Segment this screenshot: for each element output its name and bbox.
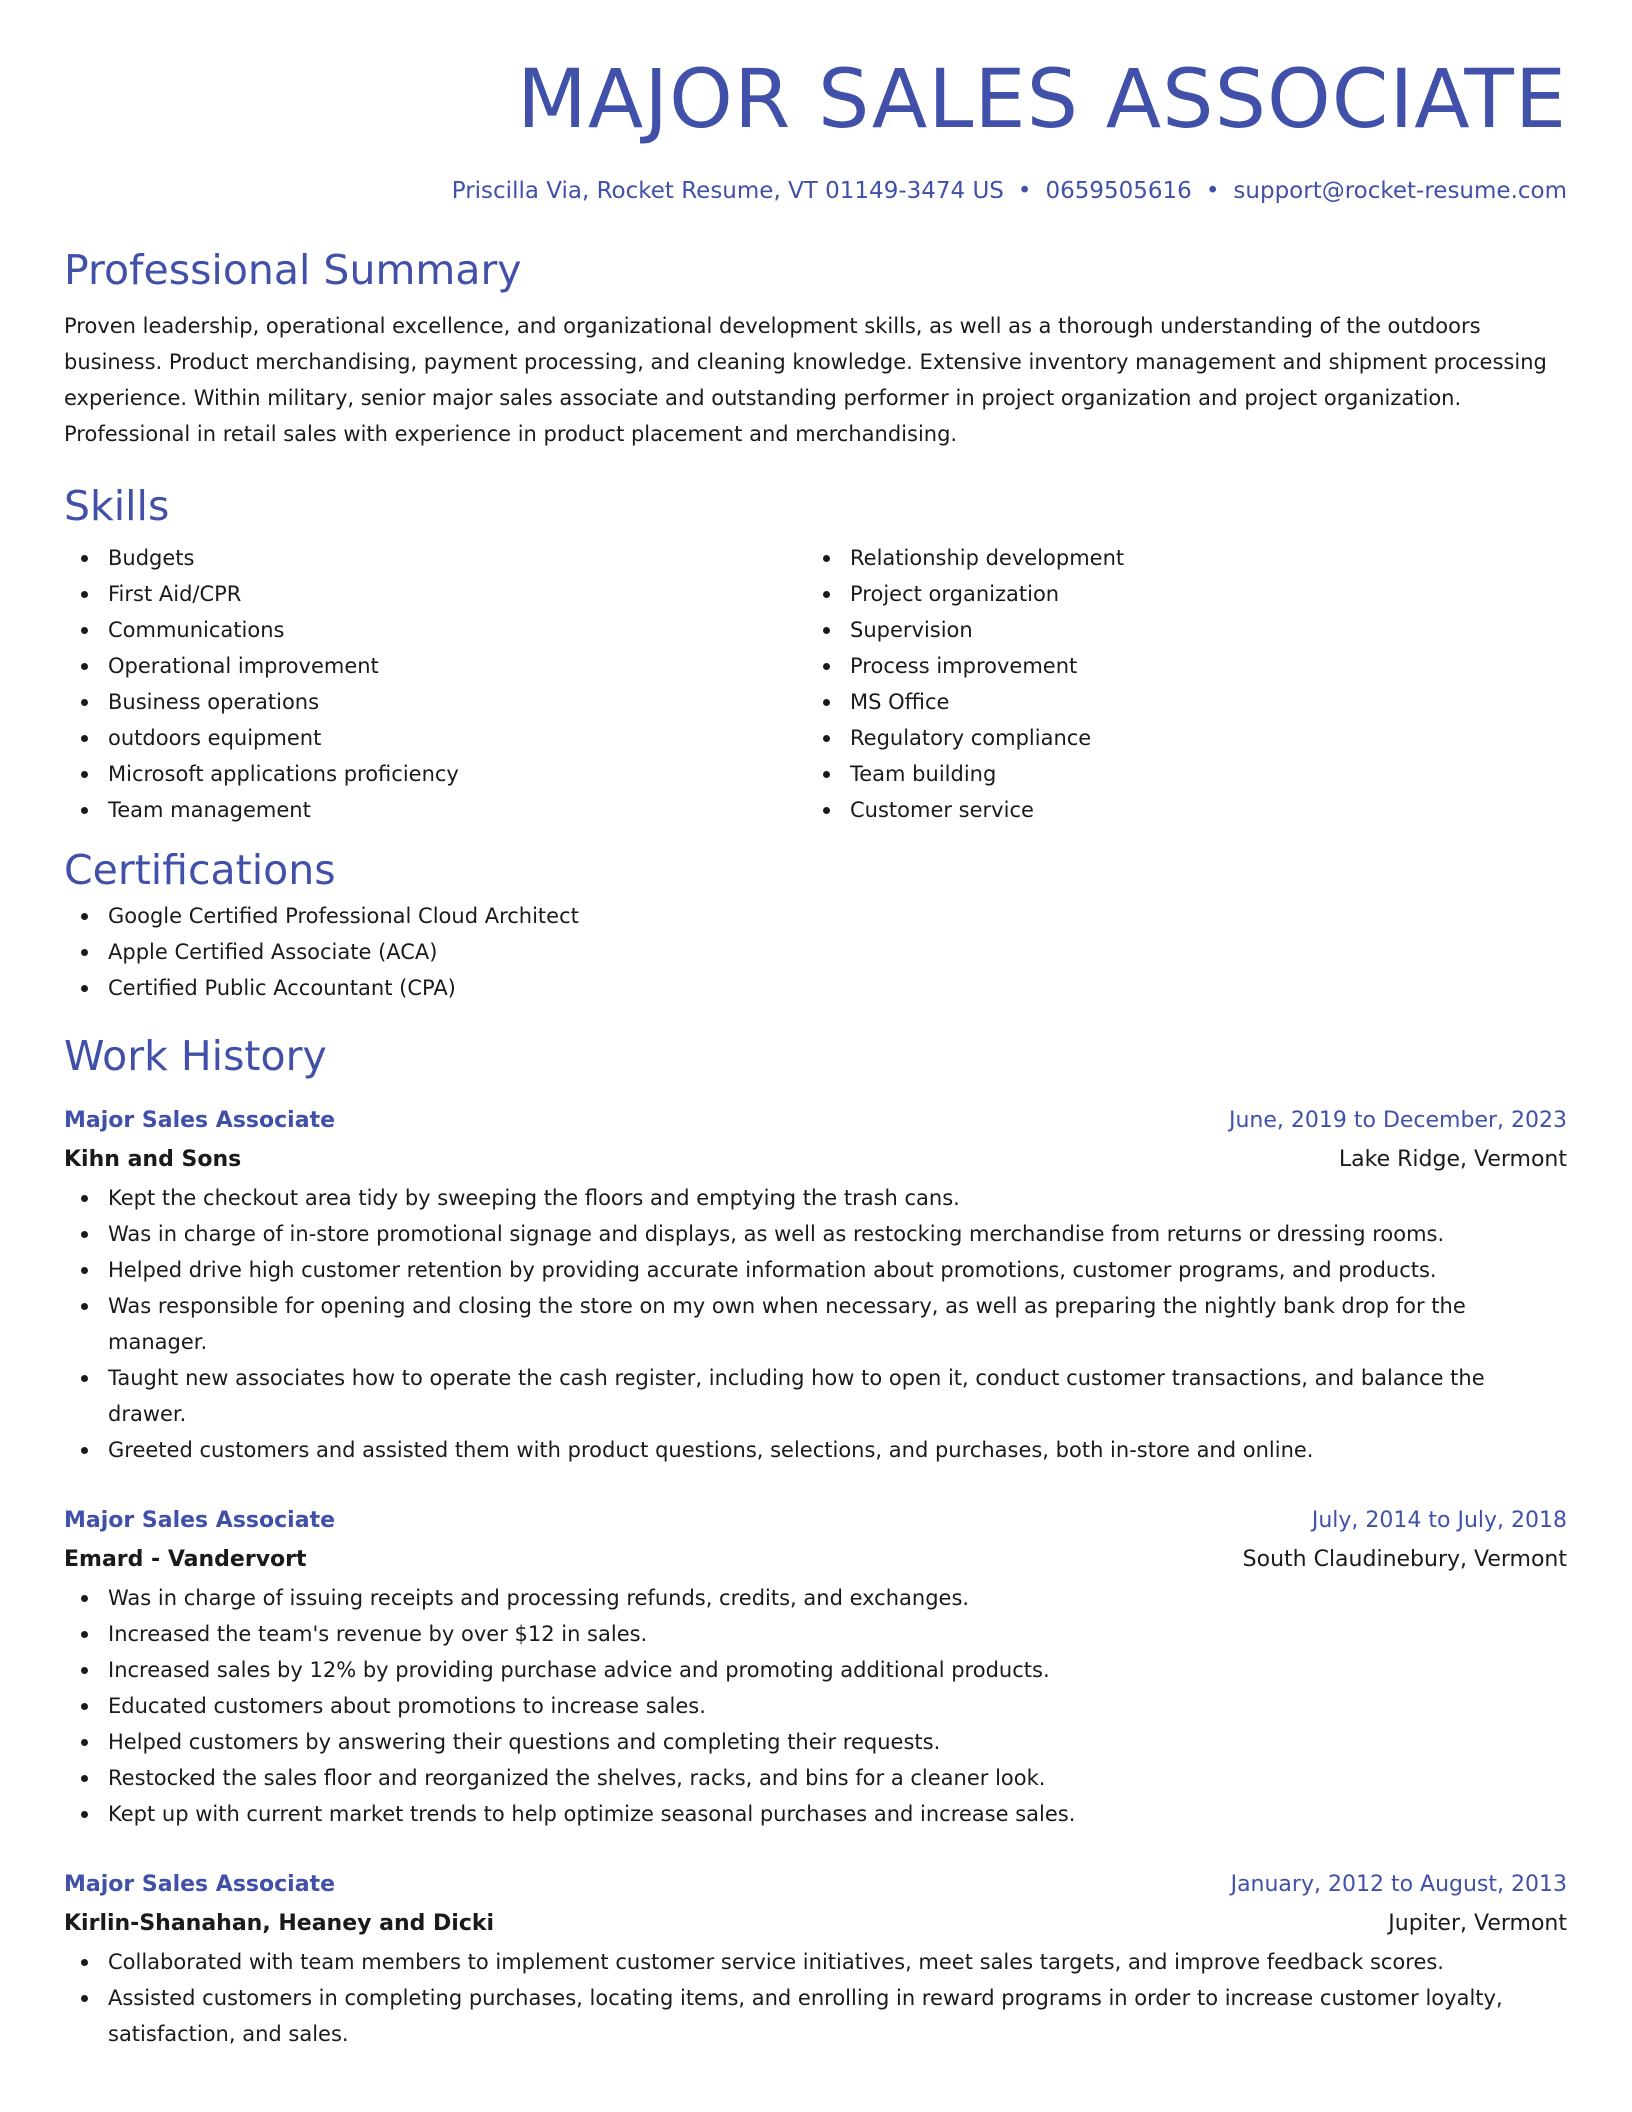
job-dates: July, 2014 to July, 2018 xyxy=(1311,1508,1567,1533)
job-bullet-list xyxy=(64,1180,1567,1468)
job-location: South Claudinebury, Vermont xyxy=(1242,1547,1567,1572)
resume-header xyxy=(64,52,1567,206)
job-title-row xyxy=(64,1866,1567,1904)
skill-item: First Aid/CPR xyxy=(64,576,806,612)
skills-section xyxy=(64,478,1567,828)
job-bullet: Helped customers by answering their questions and completing their requests. xyxy=(64,1724,1567,1760)
certifications-list xyxy=(64,898,1567,1006)
skill-item: Communications xyxy=(64,612,806,648)
job-title: Major Sales Associate xyxy=(64,1508,336,1533)
contact-address: Priscilla Via, Rocket Resume, VT 01149-3474 US xyxy=(451,178,1004,204)
job-dates: January, 2012 to August, 2013 xyxy=(1230,1872,1567,1897)
job-entry xyxy=(64,1502,1567,1832)
job-bullet: Kept up with current market trends to help optimize seasonal purchases and increase sales. xyxy=(64,1796,1567,1832)
job-company: Emard - Vandervort xyxy=(64,1547,307,1572)
work-history-heading: Work History xyxy=(64,1032,327,1080)
skills-list-right xyxy=(806,540,1548,828)
summary-text: Proven leadership, operational excellence, and organizational development skills, as well as a thorough understanding of the outdoors business. Product merchandising, payment processing, and cleaning knowledge. Extensive inventory management and shipment processing experience. Within military, senior major sales associate and outstanding performer in project organization and project organization. Professional in retail sales with experience in product placement and merchandising. xyxy=(64,314,1547,446)
job-bullet: Assisted customers in completing purchases, locating items, and enrolling in reward programs in order to increase customer loyalty, satisfaction, and sales. xyxy=(64,1980,1567,2052)
job-bullet: Greeted customers and assisted them with product questions, selections, and purchases, both in-store and online. xyxy=(64,1432,1567,1468)
skill-item: Operational improvement xyxy=(64,648,806,684)
job-title-row xyxy=(64,1102,1567,1140)
skill-item: MS Office xyxy=(806,684,1548,720)
skill-item: outdoors equipment xyxy=(64,720,806,756)
job-title: Major Sales Associate xyxy=(64,1108,336,1133)
work-history-section xyxy=(64,1028,1567,2052)
job-bullet-list xyxy=(64,1944,1567,2052)
skill-item: Relationship development xyxy=(806,540,1548,576)
skill-item: Process improvement xyxy=(806,648,1548,684)
job-location: Lake Ridge, Vermont xyxy=(1338,1147,1567,1172)
resume-page xyxy=(64,0,1567,2052)
job-company-row xyxy=(64,1140,1567,1180)
skill-item: Project organization xyxy=(806,576,1548,612)
skill-item: Regulatory compliance xyxy=(806,720,1548,756)
job-bullet: Educated customers about promotions to increase sales. xyxy=(64,1688,1567,1724)
summary-heading: Professional Summary xyxy=(64,246,522,294)
job-title: Major Sales Associate xyxy=(64,1872,336,1897)
skills-grid xyxy=(64,540,1567,828)
job-bullet: Was responsible for opening and closing the store on my own when necessary, as well as preparing the nightly bank drop for the manager. xyxy=(64,1288,1567,1360)
certification-item: Certified Public Accountant (CPA) xyxy=(64,970,1567,1006)
certifications-heading: Certifications xyxy=(64,846,336,894)
job-bullet: Kept the checkout area tidy by sweeping the floors and emptying the trash cans. xyxy=(64,1180,1567,1216)
skill-item: Microsoft applications proficiency xyxy=(64,756,806,792)
job-bullet-list xyxy=(64,1580,1567,1832)
job-dates: June, 2019 to December, 2023 xyxy=(1228,1108,1567,1133)
job-bullet: Increased the team's revenue by over $12 in sales. xyxy=(64,1616,1567,1652)
job-bullet: Increased sales by 12% by providing purchase advice and promoting additional products. xyxy=(64,1652,1567,1688)
skill-item: Team building xyxy=(806,756,1548,792)
resume-title: MAJOR SALES ASSOCIATE xyxy=(517,53,1567,147)
job-location: Jupiter, Vermont xyxy=(1388,1911,1567,1936)
job-bullet: Taught new associates how to operate the cash register, including how to open it, conduct customer transactions, and balance the drawer. xyxy=(64,1360,1567,1432)
job-company: Kihn and Sons xyxy=(64,1147,242,1172)
contact-phone: 0659505616 xyxy=(1045,178,1192,204)
skill-item: Supervision xyxy=(806,612,1548,648)
skill-item: Team management xyxy=(64,792,806,828)
job-bullet: Collaborated with team members to implement customer service initiatives, meet sales targets, and improve feedback scores. xyxy=(64,1944,1567,1980)
job-company: Kirlin-Shanahan, Heaney and Dicki xyxy=(64,1911,495,1936)
job-title-row xyxy=(64,1502,1567,1540)
contact-email[interactable]: support@rocket-resume.com xyxy=(1233,178,1567,204)
job-company-row xyxy=(64,1904,1567,1944)
job-bullet: Was in charge of issuing receipts and processing refunds, credits, and exchanges. xyxy=(64,1580,1567,1616)
skill-item: Business operations xyxy=(64,684,806,720)
skill-item: Customer service xyxy=(806,792,1548,828)
skills-heading: Skills xyxy=(64,482,170,530)
job-bullet: Restocked the sales floor and reorganized the shelves, racks, and bins for a cleaner look. xyxy=(64,1760,1567,1796)
skills-list-left xyxy=(64,540,806,828)
certification-item: Apple Certified Associate (ACA) xyxy=(64,934,1567,970)
certifications-section xyxy=(64,842,1567,1006)
summary-section xyxy=(64,242,1567,452)
job-bullet: Was in charge of in-store promotional signage and displays, as well as restocking merchandise from returns or dressing rooms. xyxy=(64,1216,1567,1252)
job-company-row xyxy=(64,1540,1567,1580)
contact-line xyxy=(64,176,1567,206)
contact-separator: • xyxy=(1017,178,1032,204)
contact-separator: • xyxy=(1205,178,1220,204)
certification-item: Google Certified Professional Cloud Architect xyxy=(64,898,1567,934)
skill-item: Budgets xyxy=(64,540,806,576)
job-bullet: Helped drive high customer retention by providing accurate information about promotions, customer programs, and products. xyxy=(64,1252,1567,1288)
job-entry xyxy=(64,1102,1567,1468)
job-entry xyxy=(64,1866,1567,2052)
